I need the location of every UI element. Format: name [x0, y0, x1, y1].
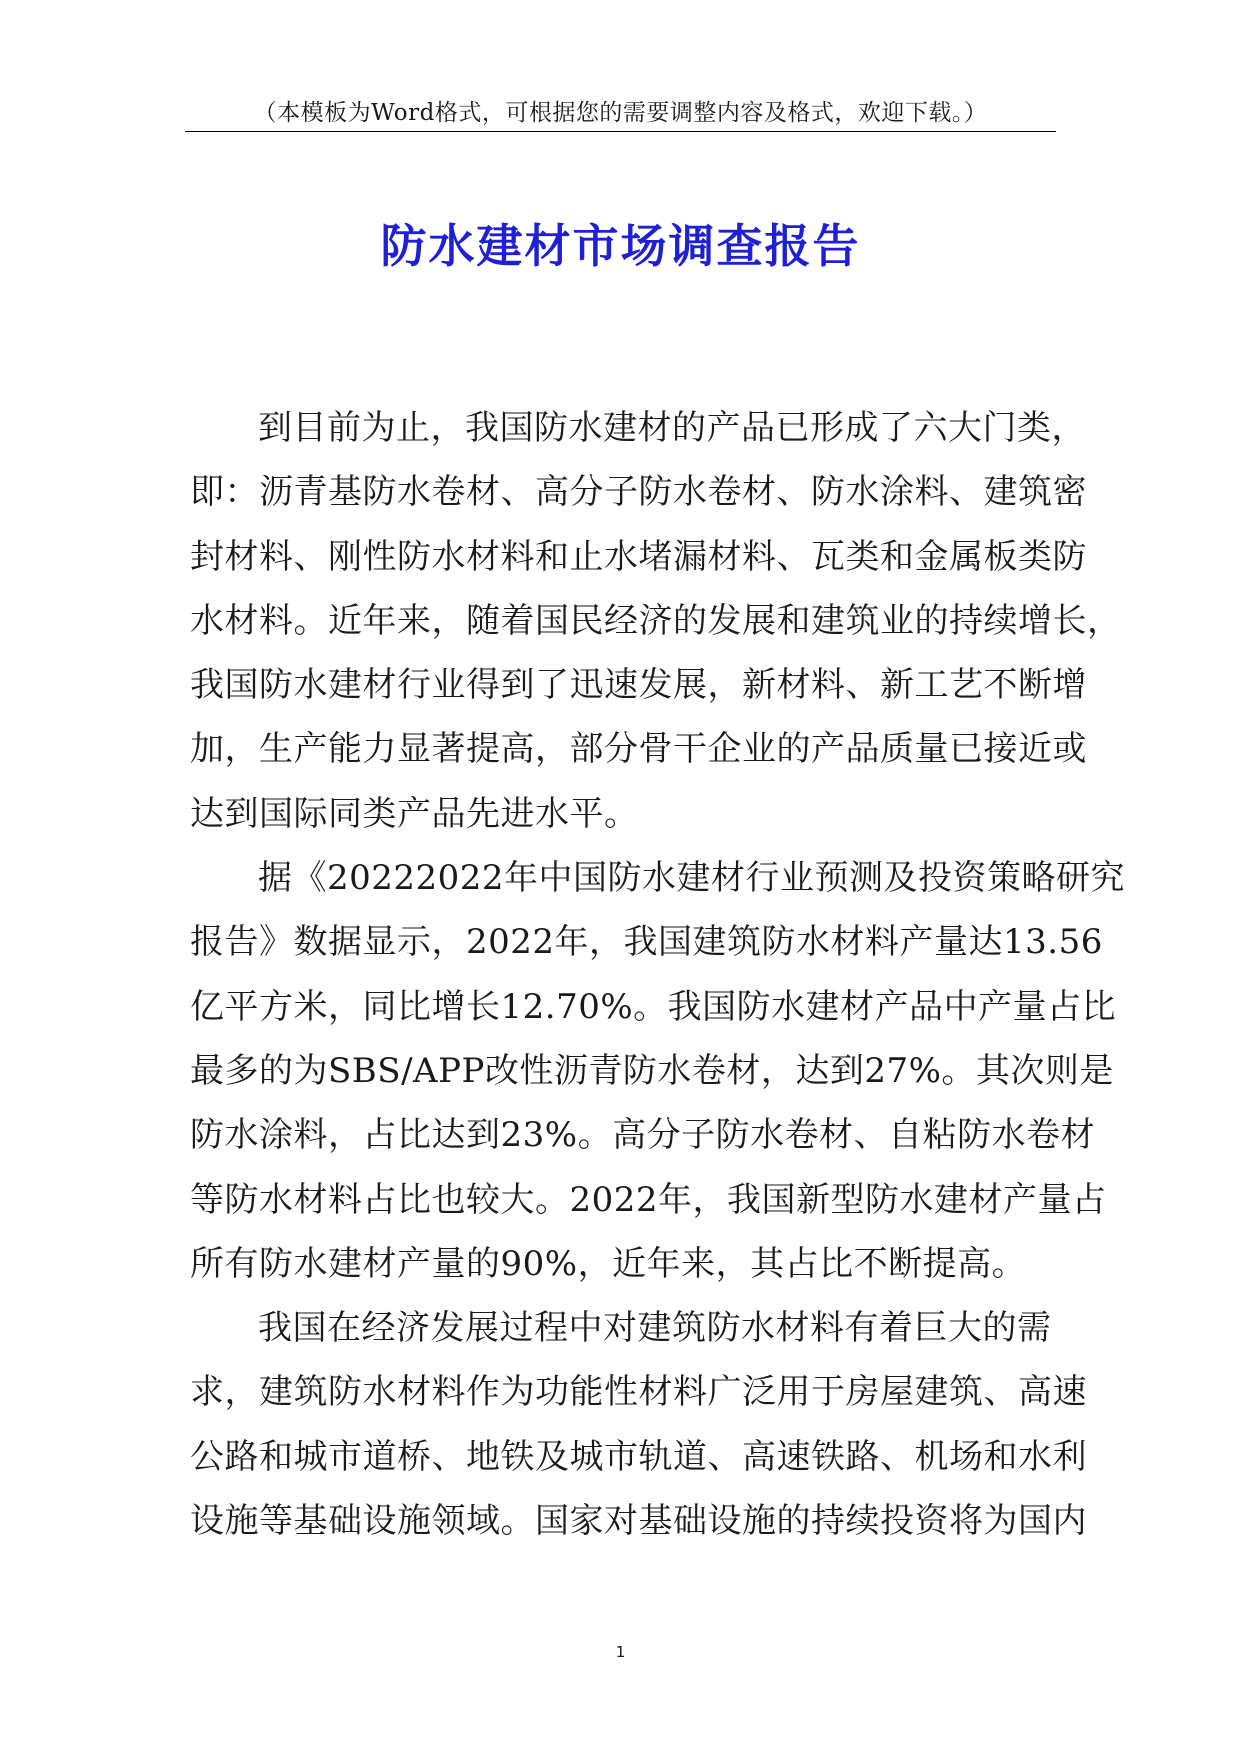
- paragraph-line: 设施等基础设施领域。国家对基础设施的持续投资将为国内: [190, 1501, 1087, 1542]
- paragraph-line: 水材料。近年来，随着国民经济的发展和建筑业的持续增长，: [190, 600, 1122, 641]
- header-divider: [185, 131, 1056, 132]
- page-number: 1: [615, 1643, 626, 1661]
- document-body: [190, 396, 1126, 1553]
- paragraph-line: 据《20222022年中国防水建材行业预测及投资策略研究: [258, 858, 1126, 899]
- document-title: 防水建材市场调查报告: [380, 219, 861, 273]
- paragraph-line: 我国在经济发展过程中对建筑防水材料有着巨大的需: [258, 1308, 1052, 1349]
- paragraph-line: 达到国际同类产品先进水平。: [190, 793, 639, 834]
- paragraph-line: 求，建筑防水材料作为功能性材料广泛用于房屋建筑、高速: [190, 1372, 1087, 1413]
- paragraph-line: 公路和城市道桥、地铁及城市轨道、高速铁路、机场和水利: [190, 1436, 1087, 1477]
- paragraph-line: 加，生产能力显著提高，部分骨干企业的产品质量已接近或: [190, 729, 1087, 770]
- paragraph-line: 防水涂料，占比达到23%。高分子防水卷材、自粘防水卷材: [190, 1115, 1096, 1156]
- paragraph-line: 最多的为SBS/APP改性沥青防水卷材，达到27%。其次则是: [190, 1050, 1114, 1091]
- paragraph-line: 即：沥青基防水卷材、高分子防水卷材、防水涂料、建筑密: [190, 472, 1087, 513]
- header-note: （本模板为Word格式，可根据您的需要调整内容及格式，欢迎下载。）: [253, 100, 988, 126]
- paragraph-line: 等防水材料占比也较大。2022年，我国新型防水建材产量占: [190, 1179, 1107, 1220]
- paragraph-line: 所有防水建材产量的90%，近年来，其占比不断提高。: [190, 1243, 1027, 1284]
- paragraph-line: 报告》数据显示，2022年，我国建筑防水材料产量达13.56: [190, 922, 1103, 963]
- paragraph-line: 封材料、刚性防水材料和止水堵漏材料、瓦类和金属板类防: [190, 536, 1087, 577]
- paragraph-line: 亿平方米，同比增长12.70%。我国防水建材产品中产量占比: [190, 986, 1117, 1027]
- paragraph-line: 我国防水建材行业得到了迅速发展，新材料、新工艺不断增: [190, 665, 1087, 706]
- paragraph-line: 到目前为止，我国防水建材的产品已形成了六大门类，: [258, 408, 1086, 448]
